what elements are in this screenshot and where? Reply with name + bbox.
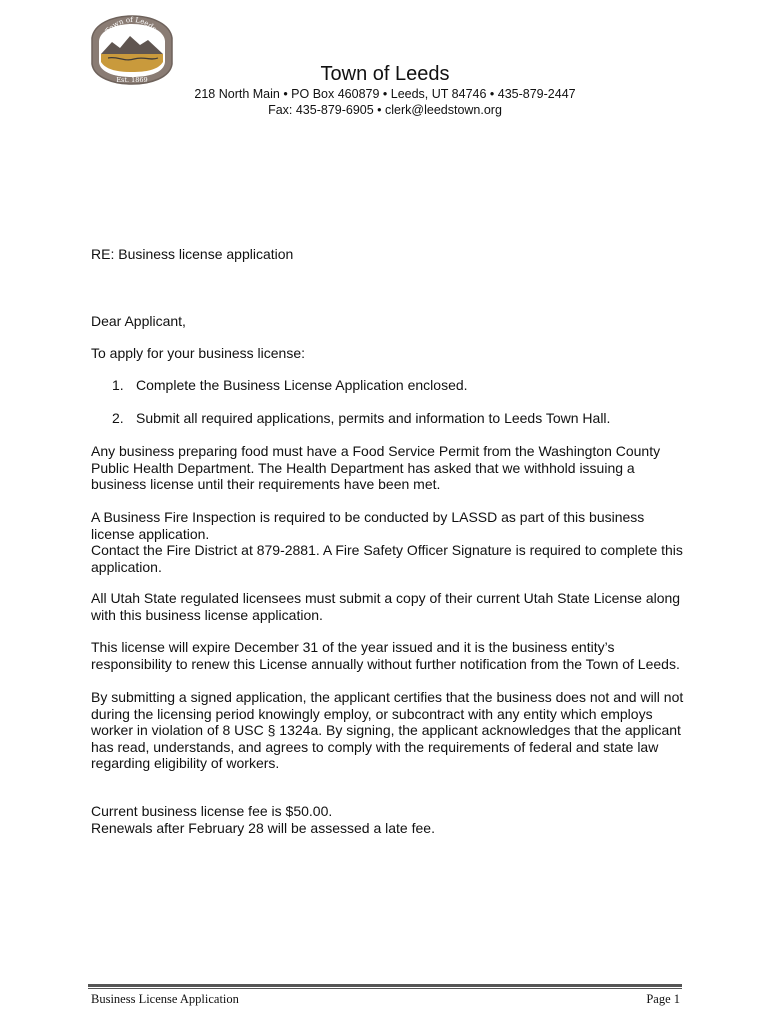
step-text: Submit all required applications, permits and information to Leeds Town Hall. [136,410,611,426]
certification-paragraph: By submitting a signed application, the applicant certifies that the business does not and will not during the licensing period knowingly employ, or subcontract with any entity which employs worker in violation of 8 USC § 1324a. By signing, the applicant acknowledges that the applicant has read, understands, and agrees to comply with the requirements of federal and state law regarding eligibility of workers. [91,689,684,771]
fire-inspection-paragraph: A Business Fire Inspection is required to be conducted by LASSD as part of this business license application. [91,509,645,542]
org-name: Town of Leeds [320,63,450,85]
seal-est-text: Est. 1869 [116,76,148,84]
page-number: Page 1 [646,992,680,1006]
contact-line: Fax: 435-879-6905 • clerk@leedstown.org [268,103,502,117]
fire-contact-paragraph: Contact the Fire District at 879-2881. A Fire Safety Officer Signature is required to complete this application. [91,542,683,575]
list-item [112,377,610,393]
late-fee-line: Renewals after February 28 will be assessed a late fee. [91,820,435,836]
letterhead [190,62,580,118]
salutation: Dear Applicant, [91,313,186,329]
seal-top-text: Town of Leeds [103,15,158,35]
town-seal-logo [88,14,176,86]
list-item [112,410,610,426]
steps-list [112,377,610,443]
footer-title: Business License Application [91,992,239,1006]
step-text: Complete the Business License Application enclosed. [136,377,468,393]
step-number: 2. [112,410,124,426]
expiration-paragraph: This license will expire December 31 of the year issued and it is the business entity’s responsibility to renew this License annually without further notification from the Town of Leeds. [91,639,680,672]
fee-line: Current business license fee is $50.00. [91,803,333,819]
address-line: 218 North Main • PO Box 460879 • Leeds, UT 84746 • 435-879-2447 [194,87,576,101]
footer-divider-thin [88,988,682,989]
food-permit-paragraph: Any business preparing food must have a Food Service Permit from the Washington County Public Health Department. The Health Department has asked that we withhold issuing a business license until their requirements have been met. [91,443,661,492]
footer-divider [88,984,682,987]
re-line: RE: Business license application [91,246,294,262]
step-number: 1. [112,377,124,393]
state-license-paragraph: All Utah State regulated licensees must submit a copy of their current Utah State License along with this business license application. [91,590,681,623]
intro-line: To apply for your business license: [91,345,305,361]
